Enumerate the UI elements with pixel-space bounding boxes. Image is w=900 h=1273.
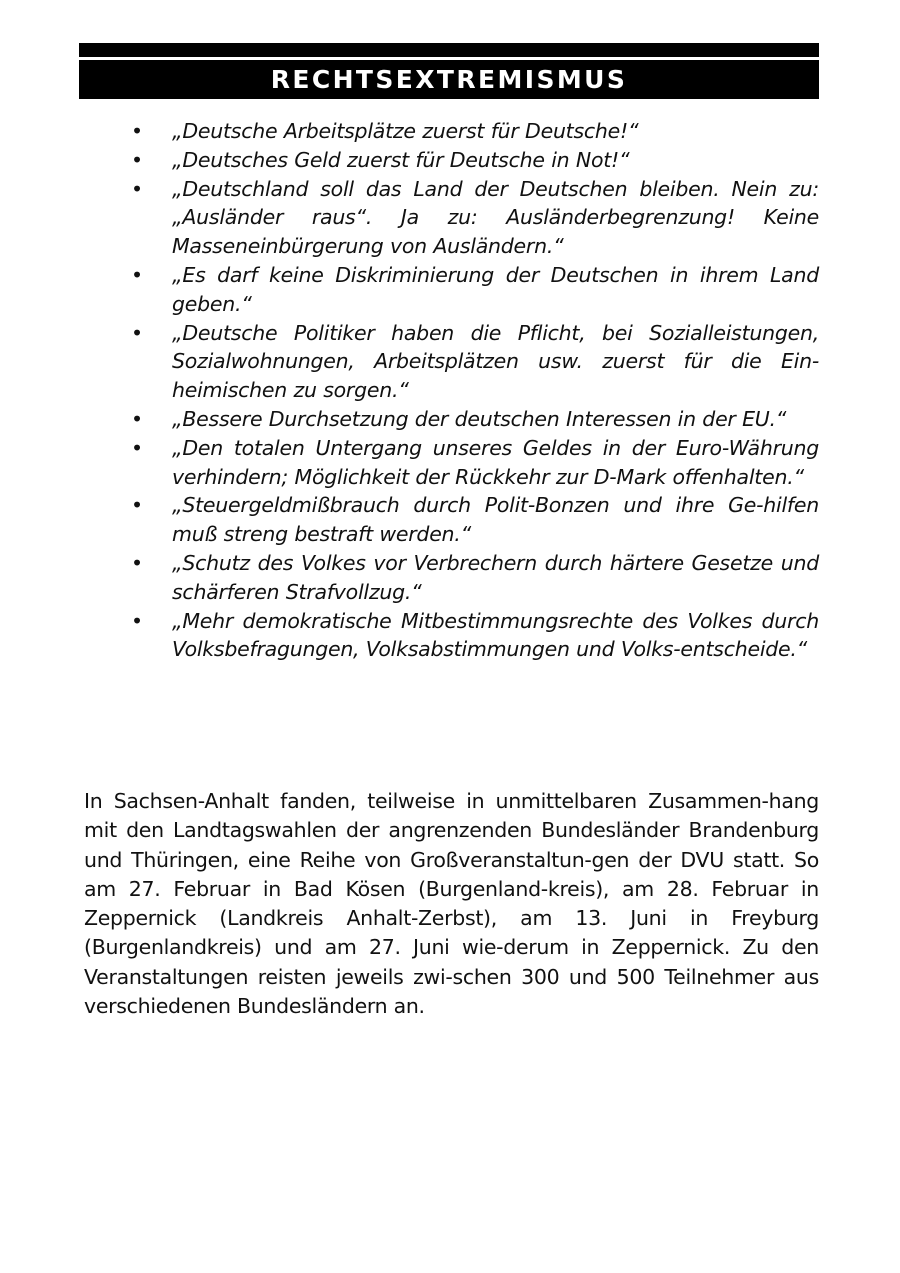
bullet-icon: • [131,119,143,143]
list-item-text: „Bessere Durchsetzung der deutschen Interessen in der EU.“ [172,406,787,431]
bullet-icon: • [131,147,143,172]
list-item [84,175,819,261]
list-item-text: „Deutsche Politiker haben die Pflicht, bei Sozialleistungen, Sozialwohnungen, Arbeitsplätzen usw. zuerst für die Ein-heimischen zu sorgen.“ [172,320,819,403]
list-item [84,319,819,405]
list-item [84,549,819,607]
list-item [84,607,819,665]
page-title: RECHTSEXTREMISMUS [270,64,628,94]
bullet-icon: • [131,608,143,633]
header-top-rule [79,43,819,57]
list-item-text: „Es darf keine Diskriminierung der Deutschen in ihrem Land geben.“ [172,262,819,316]
bullet-icon: • [131,176,143,201]
bullet-icon: • [131,406,143,431]
list-item-text: „Den totalen Untergang unseres Geldes in der Euro-Währung verhindern; Möglichkeit der Rückkehr zur D-Mark offenhalten.“ [172,435,819,489]
list-item-text: „Schutz des Volkes vor Verbrechern durch härtere Gesetze und schärferen Strafvollzug.“ [172,550,819,604]
list-item [84,146,819,175]
bullet-icon: • [131,262,143,287]
list-item-text: „Deutschland soll das Land der Deutschen bleiben. Nein zu: „Ausländer raus“. Ja zu: Ausländerbegrenzung! Keine Masseneinbürgerung von Ausländern.“ [172,176,819,259]
bullet-icon: • [131,493,143,518]
bullet-icon: • [131,320,143,345]
list-item [84,261,819,319]
list-item-text: „Deutsches Geld zuerst für Deutsche in Not!“ [172,147,630,172]
quote-bullet-list [84,117,819,664]
bullet-icon: • [131,550,143,575]
list-item-text: „Steuergeldmißbrauch durch Polit-Bonzen und ihre Ge-hilfen muß streng bestraft werden.“ [172,493,819,547]
list-item [84,117,819,146]
list-item [84,405,819,434]
list-item [84,434,819,492]
section-header-banner [79,43,819,99]
list-item-text: „Mehr demokratische Mitbestimmungsrechte des Volkes durch Volksbefragungen, Volksabstimmungen und Volks-entscheide.“ [172,608,819,662]
bullet-icon: • [131,435,143,460]
list-item-text: „Deutsche Arbeitsplätze zuerst für Deutsche!“ [172,119,639,143]
body-paragraph: In Sachsen-Anhalt fanden, teilweise in unmittelbaren Zusammen-hang mit den Landtagswahlen der angrenzenden Bundesländer Brandenburg und Thüringen, eine Reihe von Großveranstaltun-gen der DVU statt. So am 27. Februar in Bad Kösen (Burgenland-kreis), am 28. Februar in Zeppernick (Landkreis Anhalt-Zerbst), am 13. Juni in Freyburg (Burgenlandkreis) und am 27. Juni wie-derum in Zeppernick. Zu den Veranstaltungen reisten jeweils zwi-schen 300 und 500 Teilnehmer aus verschiedenen Bundesländern an. [84,789,819,1019]
list-item [84,491,819,549]
header-title-bar [79,60,819,99]
